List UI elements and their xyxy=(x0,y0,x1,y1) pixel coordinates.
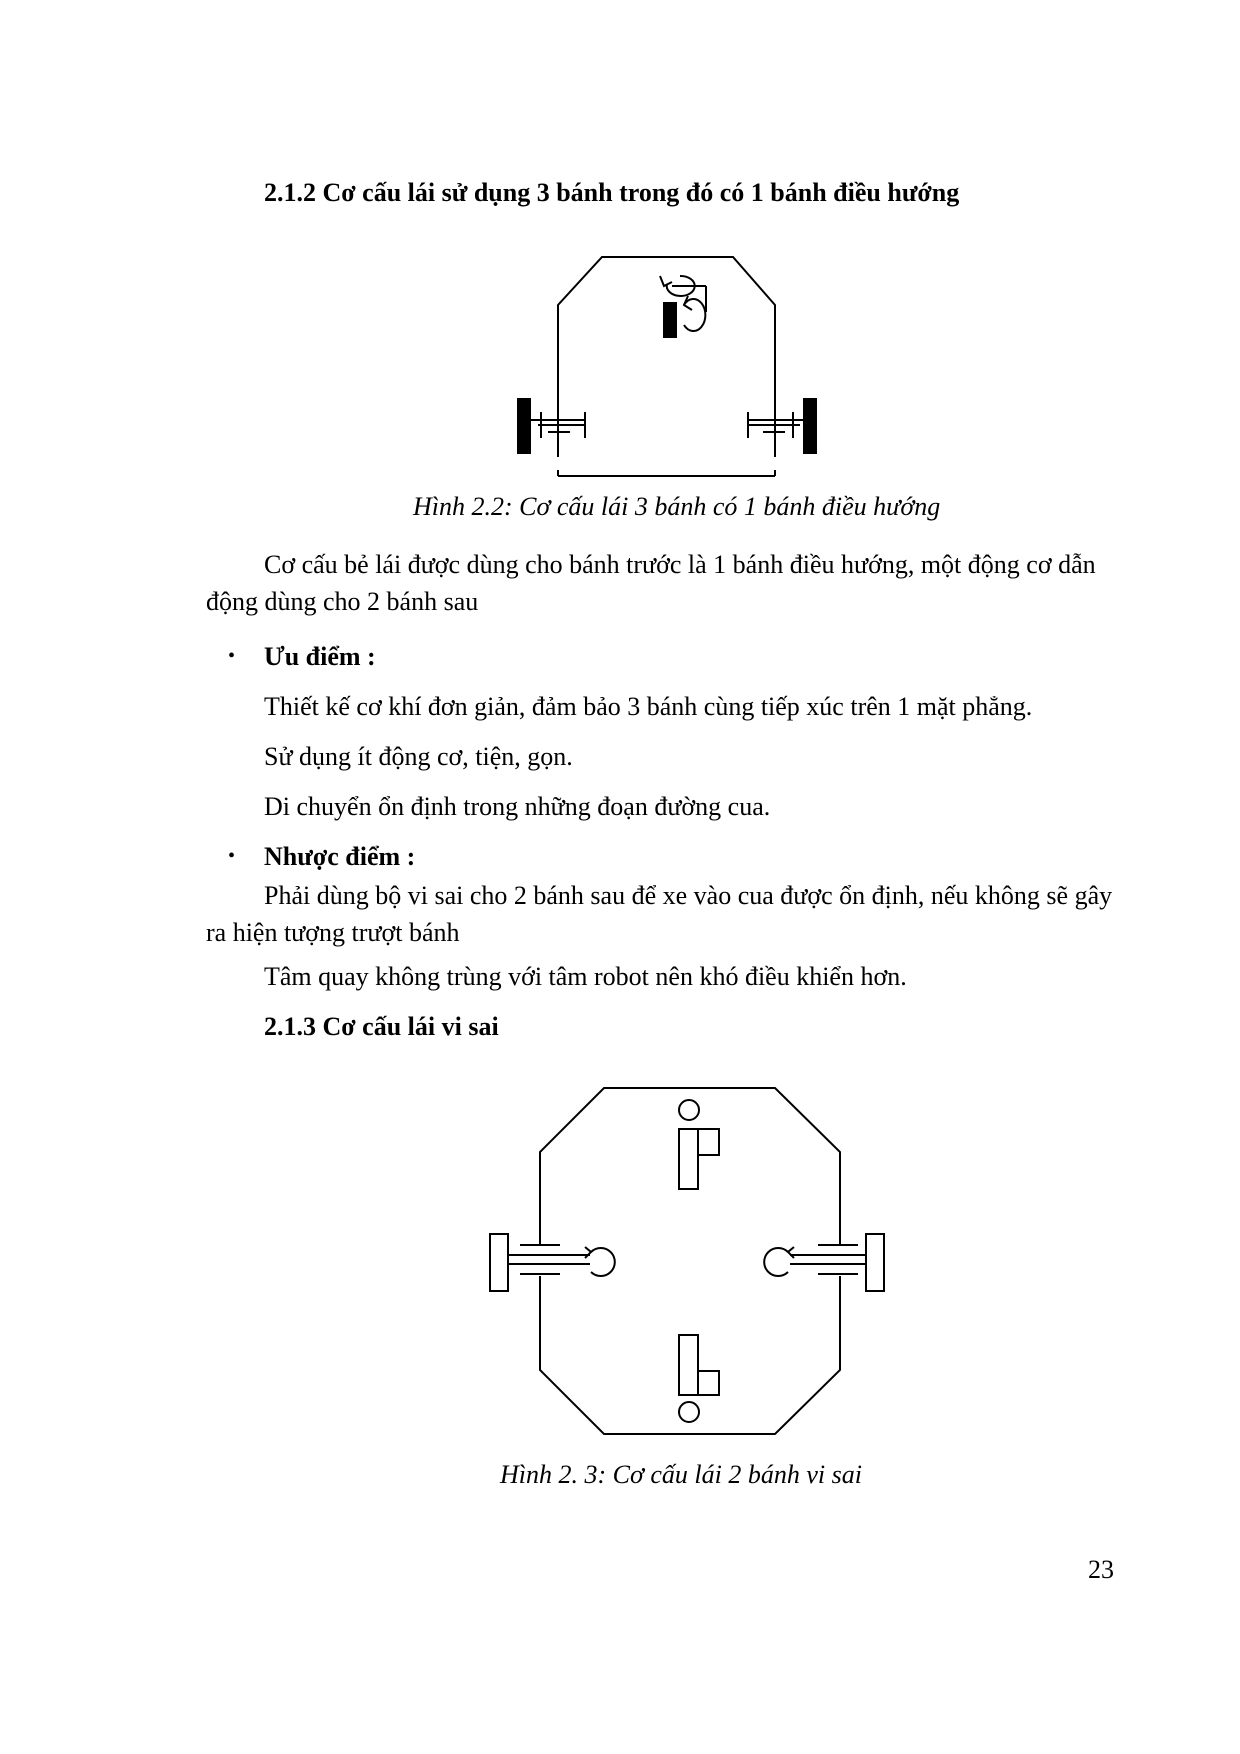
disadvantages-bullet: • xyxy=(228,845,236,867)
section-heading-2-1-2: 2.1.2 Cơ cấu lái sử dụng 3 bánh trong đó có 1 bánh điều hướng xyxy=(264,178,960,207)
figure-2-2-caption: Hình 2.2: Cơ cấu lái 3 bánh có 1 bánh điều hướng xyxy=(413,492,941,521)
disadvantages-paragraph: Phải dùng bộ vi sai cho 2 bánh sau để xe vào cua được ổn định, nếu không sẽ gây ra hiện tượng trượt bánh xyxy=(206,881,1113,947)
figure-2-3-diagram xyxy=(480,1080,900,1450)
advantages-bullet: • xyxy=(228,645,236,667)
section-heading-2-1-3: 2.1.3 Cơ cấu lái vi sai xyxy=(264,1012,499,1041)
advantages-title: Ưu điểm : xyxy=(264,642,376,671)
intro-paragraph: Cơ cấu bẻ lái được dùng cho bánh trước là 1 bánh điều hướng, một động cơ dẫn động dùng cho 2 bánh sau xyxy=(206,550,1096,616)
disadvantages-line: Tâm quay không trùng với tâm robot nên khó điều khiển hơn. xyxy=(264,962,907,991)
advantage-item-2: Sử dụng ít động cơ, tiện, gọn. xyxy=(264,742,573,771)
disadvantages-title: Nhược điểm : xyxy=(264,842,416,871)
figure-2-3-caption: Hình 2. 3: Cơ cấu lái 2 bánh vi sai xyxy=(500,1460,862,1489)
figure-2-2-diagram xyxy=(500,250,840,490)
page-number: 23 xyxy=(1088,1555,1114,1584)
advantage-item-3: Di chuyển ổn định trong những đoạn đường cua. xyxy=(264,792,771,821)
advantage-item-1: Thiết kế cơ khí đơn giản, đảm bảo 3 bánh cùng tiếp xúc trên 1 mặt phẳng. xyxy=(264,692,1033,721)
